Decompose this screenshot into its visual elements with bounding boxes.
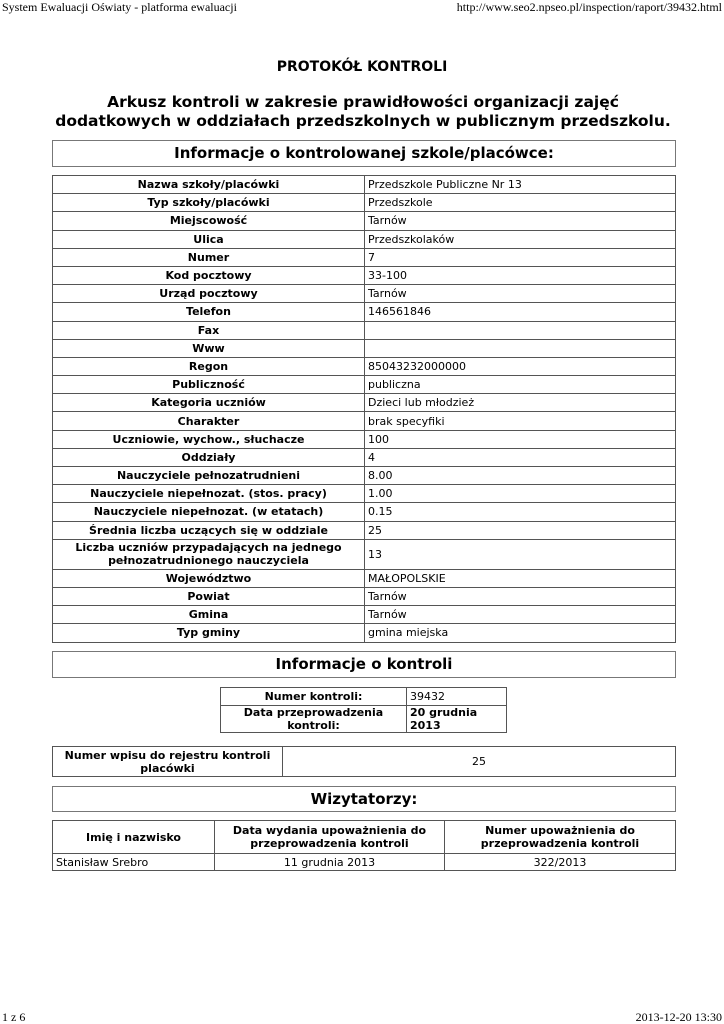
control-number-row bbox=[221, 688, 507, 706]
school-info-value: publiczna bbox=[365, 376, 676, 394]
school-info-row bbox=[53, 266, 676, 284]
school-info-row bbox=[53, 569, 676, 587]
control-number-label: Numer kontroli: bbox=[221, 688, 407, 706]
inspector-row bbox=[53, 854, 676, 871]
school-info-row bbox=[53, 194, 676, 212]
school-info-row bbox=[53, 521, 676, 539]
control-info-table bbox=[220, 687, 507, 733]
school-info-value: 0.15 bbox=[365, 503, 676, 521]
school-info-value: 85043232000000 bbox=[365, 357, 676, 375]
school-info-value: 4 bbox=[365, 448, 676, 466]
school-info-value: 13 bbox=[365, 539, 676, 569]
school-info-label: Typ szkoły/placówki bbox=[53, 194, 365, 212]
inspectors-heading: Wizytatorzy: bbox=[52, 786, 676, 812]
school-info-label: Średnia liczba uczących się w oddziale bbox=[53, 521, 365, 539]
control-date-value: 20 grudnia 2013 bbox=[407, 706, 507, 733]
school-info-value: 1.00 bbox=[365, 485, 676, 503]
school-info-row bbox=[53, 285, 676, 303]
school-info-row bbox=[53, 212, 676, 230]
school-info-value: 25 bbox=[365, 521, 676, 539]
inspector-authorization-date: 11 grudnia 2013 bbox=[215, 854, 445, 871]
school-info-row bbox=[53, 448, 676, 466]
school-info-row bbox=[53, 376, 676, 394]
school-info-table bbox=[52, 175, 676, 643]
school-info-label: Gmina bbox=[53, 606, 365, 624]
school-info-value: MAŁOPOLSKIE bbox=[365, 569, 676, 587]
registry-label: Numer wpisu do rejestru kontroli placówki bbox=[53, 747, 283, 777]
school-info-value: 8.00 bbox=[365, 467, 676, 485]
column-header-name: Imię i nazwisko bbox=[53, 821, 215, 854]
school-info-row bbox=[53, 587, 676, 605]
school-info-row bbox=[53, 430, 676, 448]
school-info-heading: Informacje o kontrolowanej szkole/placówce: bbox=[52, 140, 676, 167]
control-date-row bbox=[221, 706, 507, 733]
school-info-value: Przedszkole bbox=[365, 194, 676, 212]
school-info-value: 100 bbox=[365, 430, 676, 448]
school-info-value: 33-100 bbox=[365, 266, 676, 284]
school-info-label: Powiat bbox=[53, 587, 365, 605]
school-info-label: Liczba uczniów przypadających na jednego pełnozatrudnionego nauczyciela bbox=[53, 539, 365, 569]
school-info-label: Numer bbox=[53, 248, 365, 266]
inspector-name: Stanisław Srebro bbox=[53, 854, 215, 871]
school-info-label: Nauczyciele niepełnozat. (w etatach) bbox=[53, 503, 365, 521]
registry-row bbox=[53, 747, 676, 777]
school-info-value: brak specyfiki bbox=[365, 412, 676, 430]
school-info-label: Kategoria uczniów bbox=[53, 394, 365, 412]
school-info-row bbox=[53, 606, 676, 624]
registry-value: 25 bbox=[283, 747, 676, 777]
column-header-authorization-number: Numer upoważnienia do przeprowadzenia kontroli bbox=[445, 821, 676, 854]
school-info-row bbox=[53, 485, 676, 503]
inspectors-header-row bbox=[53, 821, 676, 854]
school-info-value bbox=[365, 321, 676, 339]
school-info-label: Miejscowość bbox=[53, 212, 365, 230]
school-info-label: Nazwa szkoły/placówki bbox=[53, 176, 365, 194]
school-info-row bbox=[53, 394, 676, 412]
school-info-row bbox=[53, 357, 676, 375]
school-info-row bbox=[53, 303, 676, 321]
page-number: 1 z 6 bbox=[2, 1010, 26, 1024]
school-info-value bbox=[365, 339, 676, 357]
school-info-value: 7 bbox=[365, 248, 676, 266]
school-info-value: gmina miejska bbox=[365, 624, 676, 642]
school-info-label: Publiczność bbox=[53, 376, 365, 394]
school-info-value: Tarnów bbox=[365, 587, 676, 605]
school-info-label: Uczniowie, wychow., słuchacze bbox=[53, 430, 365, 448]
school-info-label: Ulica bbox=[53, 230, 365, 248]
school-info-row bbox=[53, 176, 676, 194]
school-info-row bbox=[53, 503, 676, 521]
school-info-label: Charakter bbox=[53, 412, 365, 430]
column-header-authorization-date: Data wydania upoważnienia do przeprowadzenia kontroli bbox=[215, 821, 445, 854]
control-info-heading: Informacje o kontroli bbox=[52, 651, 676, 678]
control-date-label: Data przeprowadzenia kontroli: bbox=[221, 706, 407, 733]
school-info-label: Www bbox=[53, 339, 365, 357]
school-info-row bbox=[53, 539, 676, 569]
school-info-value: Tarnów bbox=[365, 212, 676, 230]
school-info-value: Tarnów bbox=[365, 606, 676, 624]
school-info-label: Regon bbox=[53, 357, 365, 375]
document-title: PROTOKÓŁ KONTROLI bbox=[276, 59, 448, 75]
school-info-row bbox=[53, 412, 676, 430]
document-subtitle: Arkusz kontroli w zakresie prawidłowości organizacji zajęć dodatkowych w oddziałach przedszkolnych w publicznym przedszkolu. bbox=[55, 93, 671, 130]
school-info-label: Urząd pocztowy bbox=[53, 285, 365, 303]
school-info-row bbox=[53, 339, 676, 357]
inspectors-table bbox=[52, 820, 676, 871]
school-info-label: Telefon bbox=[53, 303, 365, 321]
print-timestamp: 2013-12-20 13:30 bbox=[635, 1010, 722, 1024]
control-number-value: 39432 bbox=[407, 688, 507, 706]
school-info-value: Tarnów bbox=[365, 285, 676, 303]
school-info-label: Typ gminy bbox=[53, 624, 365, 642]
browser-url[interactable]: http://www.seo2.npseo.pl/inspection/raport/39432.html bbox=[456, 0, 722, 14]
school-info-value: Przedszkolaków bbox=[365, 230, 676, 248]
school-info-label: Kod pocztowy bbox=[53, 266, 365, 284]
school-info-row bbox=[53, 624, 676, 642]
school-info-value: Przedszkole Publiczne Nr 13 bbox=[365, 176, 676, 194]
school-info-row bbox=[53, 230, 676, 248]
school-info-label: Fax bbox=[53, 321, 365, 339]
school-info-row bbox=[53, 467, 676, 485]
inspector-authorization-number: 322/2013 bbox=[445, 854, 676, 871]
browser-page-title: System Ewaluacji Oświaty - platforma ewaluacji bbox=[2, 0, 237, 14]
school-info-label: Nauczyciele niepełnozat. (stos. pracy) bbox=[53, 485, 365, 503]
school-info-row bbox=[53, 321, 676, 339]
school-info-value: Dzieci lub młodzież bbox=[365, 394, 676, 412]
registry-table bbox=[52, 746, 676, 777]
school-info-value: 146561846 bbox=[365, 303, 676, 321]
school-info-label: Oddziały bbox=[53, 448, 365, 466]
school-info-label: Nauczyciele pełnozatrudnieni bbox=[53, 467, 365, 485]
school-info-row bbox=[53, 248, 676, 266]
school-info-label: Województwo bbox=[53, 569, 365, 587]
